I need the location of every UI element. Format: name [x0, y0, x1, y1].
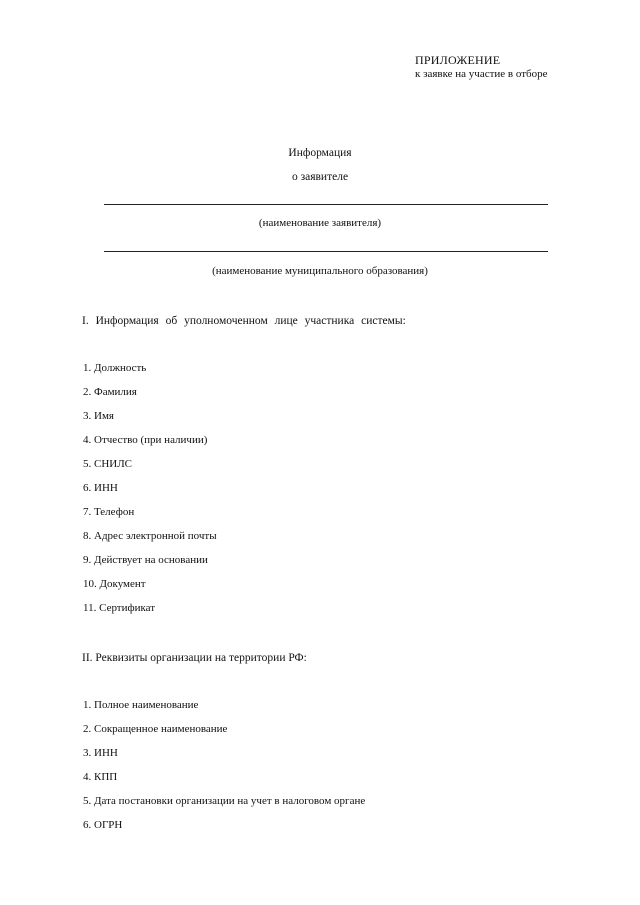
section-1-heading: I. Информация об уполномоченном лице участника системы: [82, 315, 406, 327]
section-2-item: 4. КПП [83, 771, 118, 783]
section-1-item: 2. Фамилия [83, 386, 137, 398]
municipality-name-caption: (наименование муниципального образования) [212, 265, 428, 277]
section-2-item: 1. Полное наименование [83, 699, 199, 711]
section-1-item: 5. СНИЛС [83, 458, 133, 470]
section-1-item: 11. Сертификат [83, 602, 156, 614]
section-1-item: 3. Имя [83, 410, 114, 422]
section-2-item: 3. ИНН [83, 747, 118, 759]
appendix-title: ПРИЛОЖЕНИЕ [415, 53, 501, 67]
section-1-item: 4. Отчество (при наличии) [83, 434, 208, 446]
section-1-item: 6. ИНН [83, 482, 118, 494]
section-2-item: 6. ОГРН [83, 819, 123, 831]
section-1-item: 1. Должность [83, 362, 147, 374]
applicant-name-line [104, 204, 548, 205]
section-1-item: 9. Действует на основании [83, 554, 208, 566]
section-2-heading: II. Реквизиты организации на территории РФ: [82, 652, 307, 664]
municipality-name-line [104, 251, 548, 252]
section-1-item: 7. Телефон [83, 506, 135, 518]
applicant-name-caption: (наименование заявителя) [258, 217, 382, 229]
document-title: Информация [288, 147, 352, 159]
appendix-subtitle: к заявке на участие в отборе [415, 68, 548, 80]
document-subtitle: о заявителе [291, 171, 349, 183]
section-2-item: 5. Дата постановки организации на учет в налоговом органе [83, 795, 366, 807]
section-1-item: 8. Адрес электронной почты [83, 530, 217, 542]
section-2-item: 2. Сокращенное наименование [83, 723, 228, 735]
section-1-item: 10. Документ [83, 578, 146, 590]
